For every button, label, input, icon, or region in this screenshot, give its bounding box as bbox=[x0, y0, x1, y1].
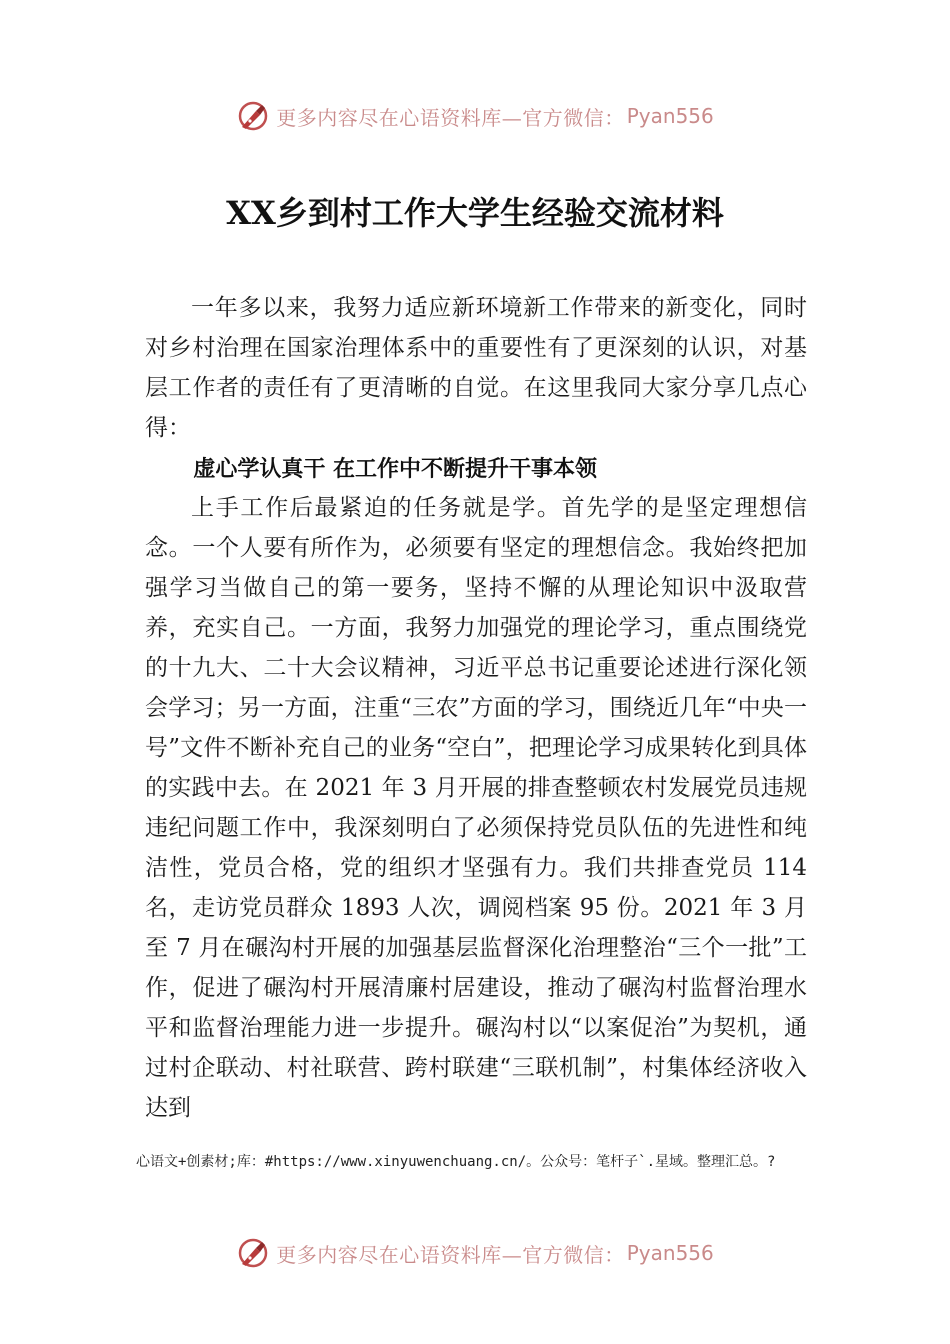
intro-paragraph: 一年多以来，我努力适应新环境新工作带来的新变化，同时对乡村治理在国家治理体系中的重要性有了更深刻的认识，对基层工作者的责任有了更清晰的自觉。在这里我同大家分享几点心得： bbox=[145, 295, 807, 441]
pen-nib-logo-icon bbox=[236, 1236, 270, 1270]
footer-note: 心语文+创素材;库：#https://www.xinyuwenchuang.cn/。公众号：笔杆子`.星域。整理汇总。? bbox=[136, 1154, 776, 1170]
header-banner bbox=[0, 96, 950, 136]
banner-text: 更多内容尽在心语资料库—官方微信： bbox=[276, 1242, 625, 1267]
section-heading: 虚心学认真干 在工作中不断提升干事本领 bbox=[193, 457, 598, 482]
banner-text: 更多内容尽在心语资料库—官方微信： bbox=[276, 105, 625, 130]
document-title: XX乡到村工作大学生经验交流材料 bbox=[226, 194, 724, 232]
banner-wechat-id: Pyan556 bbox=[626, 104, 714, 128]
banner-wechat-id: Pyan556 bbox=[626, 1241, 714, 1265]
section-paragraph: 上手工作后最紧迫的任务就是学。首先学的是坚定理想信念。一个人要有所作为，必须要有坚定的理想信念。我始终把加强学习当做自己的第一要务，坚持不懈的从理论知识中汲取营养，充实自己。一方面，我努力加强党的理论学习，重点围绕党的十九大、二十大会议精神，习近平总书记重要论述进行深化领会学习；另一方面，注重“三农”方面的学习，围绕近几年“中央一号”文件不断补充自己的业务“空白”，把理论学习成果转化到具体的实践中去。在 2021 年 3 月开展的排查整顿农村发展党员违规违纪问题工作中，我深刻明白了必须保持党员队伍的先进性和纯洁性，党员合格，党的组织才坚强有力。我们共排查党员 114 名，走访党员群众 1893 人次，调阅档案 95 份。2021 年 3 月至 7 月在碾沟村开展的加强基层监督深化治理整治“三个一批”工作，促进了碾沟村开展清廉村居建设，推动了碾沟村监督治理水平和监督治理能力进一步提升。碾沟村以“以案促治”为契机，通过村企联动、村社联营、跨村联建“三联机制”，村集体经济收入达到 bbox=[145, 495, 807, 1121]
footer-banner bbox=[0, 1233, 950, 1273]
document-body bbox=[145, 288, 807, 1128]
pen-nib-logo-icon bbox=[236, 99, 270, 133]
